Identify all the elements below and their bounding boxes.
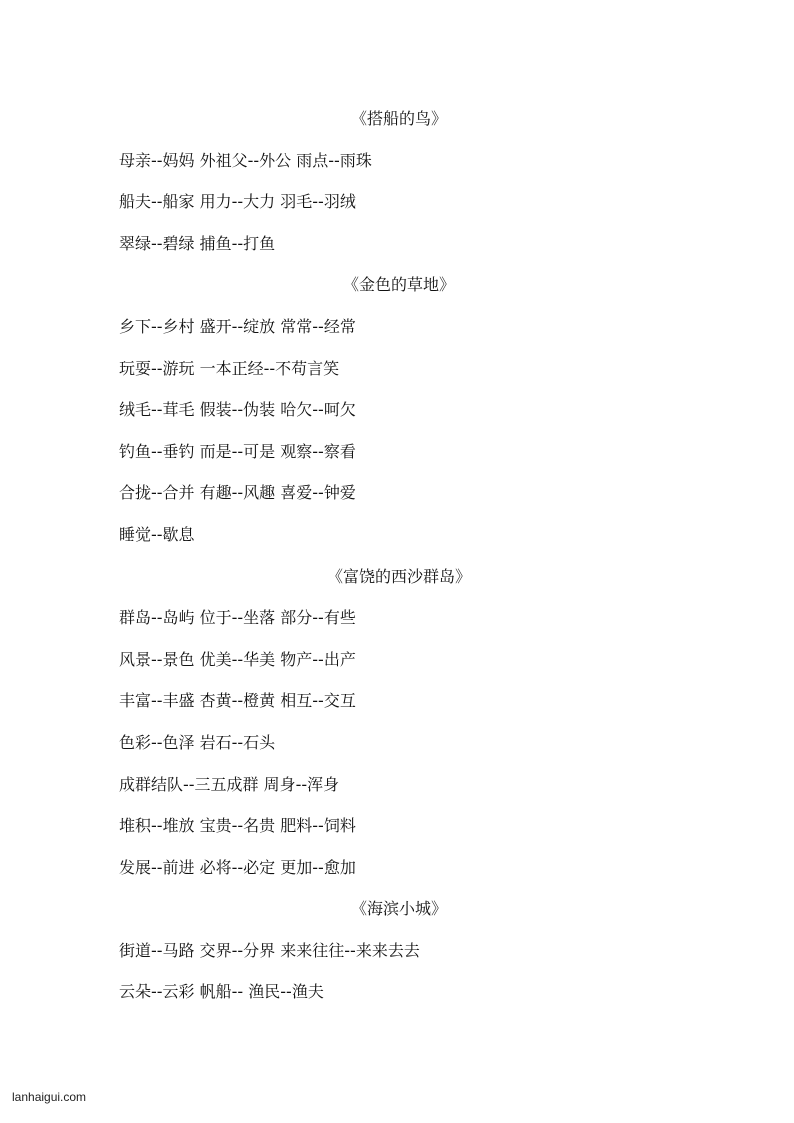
synonym-list	[119, 104, 679, 1019]
section-title: 《富饶的西沙群岛》	[326, 566, 471, 586]
section-title: 《金色的草地》	[342, 275, 455, 295]
synonym-line: 钓鱼--垂钓 而是--可是 观察--察看	[119, 441, 356, 461]
synonym-line: 母亲--妈妈 外祖父--外公 雨点--雨珠	[119, 150, 372, 170]
synonym-line: 睡觉--歇息	[119, 524, 195, 544]
synonym-line: 翠绿--碧绿 捕鱼--打鱼	[119, 233, 276, 253]
synonym-line: 合拢--合并 有趣--风趣 喜爱--钟爱	[119, 483, 356, 503]
synonym-line: 玩耍--游玩 一本正经--不苟言笑	[119, 358, 340, 378]
synonym-line: 云朵--云彩 帆船-- 渔民--渔夫	[119, 982, 324, 1002]
synonym-line: 乡下--乡村 盛开--绽放 常常--经常	[119, 316, 356, 336]
synonym-line: 发展--前进 必将--必定 更加--愈加	[119, 857, 356, 877]
synonym-line: 船夫--船家 用力--大力 羽毛--羽绒	[119, 192, 356, 212]
section-title: 《搭船的鸟》	[350, 109, 447, 128]
synonym-line: 色彩--色泽 岩石--石头	[119, 732, 276, 752]
synonym-line: 堆积--堆放 宝贵--名贵 肥料--饲料	[119, 816, 356, 836]
synonym-line: 街道--马路 交界--分界 来来往往--来来去去	[119, 940, 420, 960]
synonym-line: 绒毛--茸毛 假装--伪装 哈欠--呵欠	[119, 400, 356, 420]
synonym-line: 群岛--岛屿 位于--坐落 部分--有些	[119, 608, 356, 628]
synonym-line: 丰富--丰盛 杏黄--橙黄 相互--交互	[119, 691, 356, 711]
synonym-line: 成群结队--三五成群 周身--浑身	[119, 774, 340, 794]
synonym-line: 风景--景色 优美--华美 物产--出产	[119, 649, 356, 669]
section-title: 《海滨小城》	[350, 899, 447, 919]
footer-site-url: lanhaigui.com	[12, 1090, 87, 1104]
